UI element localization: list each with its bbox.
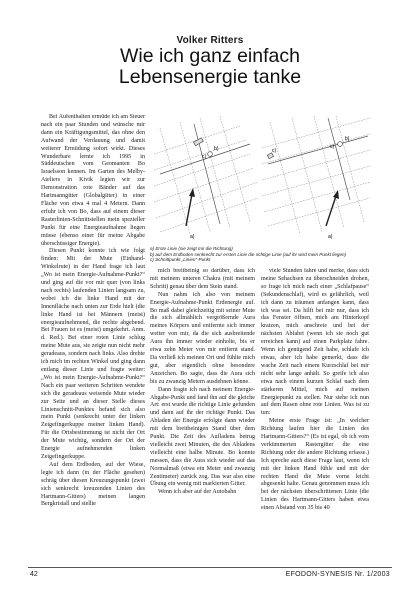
crystal-marker [194,138,204,146]
paragraph: Auf dem Erdboden, auf der Wiese, legte ich dann (in der Fläche gesehen) schräg über diesen Kreuzungspunkt (zwei sich senkrecht kreuzenden Linien des Hartmann-Gitters) meinen langen Bergkristall und stellte [41,461,145,508]
title-line-1: Wie ich ganz einfach [120,45,300,67]
body-column-1 [41,114,145,562]
title-line-2: Lebensenergie tanke [118,66,302,88]
journal-name: EFODON-SYNESIS Nr. 1/2003 [285,571,390,578]
paragraph: Meine erste Frage ist: „In welcher Richtung laufen hier die Linien des Hartmann-Gitters?“ (Es ist egal, ob ich vom verkümmerten Rastergitter die eine Richtung oder die andere Richtung erfasse.) Ich spreche auch diese Frage laut, wenn ich mit der linken Hand fühle und mit der rechten Hand die Mute vorne leicht abgesenkt halte. Genau genommen muss ich bei der nächsten überschrittenen Linie (die Linien des Hartmann-Gitters haben etwa einen Abstand von 35 bis 40 [261,418,369,512]
paragraph: Nun nahm ich also von meinem Energie-Aufnahme-Punkt Erdenergie auf. Bo maß dabei gleichzeitig mit seiner Mute die sich allmählich vergrößernde Aura meines Körpers und entfernte sich immer weiter von mir, da die sich ausbreitende Aura ihn immer wieder einholte, bis er etwa zehn Meter von mir entfernt stand. Da verließ ich meinen Ort und fühlte mich gut, aber eigentlich ohne besondere Anzeichen. Bo sagte, dass die Aura sich bis zu zwanzig Metern ausdehnen könne. [150,291,255,385]
paragraph: Diesen Punkt konnte ich wie folgt finden: Mit der Mute (Einhand-Winkelrute) in der Hand frage ich laut „Wo ist mein Energie-Aufnahme-Punkt?“ und ging auf die vor mir quer (von links nach rechts) laufenden Linien langsam zu, wobei ich die linke Hand mit der Innenfläche nach unten zur Erde hielt (die linke Hand ist bei Männern (meist) energieaufnehmend, die rechte abgebend. Bei Frauen ist es (meist) umgekehrt. Anm. d. Red.). Bei einer roten Linie schlug meine Mute aus, sie zeigte nun nicht mehr geradeaus, sondern nach links. Also drehte ich mich im rechten Winkel und ging dann entlang dieser Linie und fragte weiter: „Wo ist mein Energie-Aufnahme-Punkt?“ Nach ein paar weiteren Schritten wendete sich die geradeaus weisende Mute wieder zur Seite und an dieser Stelle dieses Linienschnitt-Punktes befand sich also mein Punkt (senkrecht unter der linken Zeigefingerkuppe meiner linken Hand). Für die Ortsbestimmung ist nicht der Ort der Mute wichtig, sondern der Ort der Energie aufnehmenden linken Zeigefingerkuppe. [41,248,145,460]
figure-caption [150,246,372,263]
intersection-point-left [208,152,213,157]
caption-line-c: c) Schnittpunkt „Linien“-Punkt [150,257,211,263]
left-grid [154,116,258,234]
page-number: 42 [30,571,38,578]
caption-line-b: b) auf dem Erdboden senkrecht zur ersten Linie die richtige Linie (auf ihr wird mein Punkt liegen) [150,251,347,257]
label-c-left: c) [202,154,207,160]
arrow-left-head [189,188,195,197]
author-name: Volker Ritters [176,35,244,46]
paragraph: Bei Aufenthalten ermüde ich am Steuer nach ein paar Stunden und wünsche mir dann ein Kräftigungsmittel, das ohne den Aufwand der Verdauung und damit weiterer Ermüdung sofort wirkt. Dieses Wunderbare lernte ich 1995 in Süddeutschen vom Geomanten Bo Israelsson kennen. Im Garten des Melby-Ateliers in Kivik legten wir zur Demonstration rote Bänder auf das Hartmanngitter (Globalgitter) in einer Fläche von etwa 4 mal 4 Metern. Dann erfuhr ich von Bo, dass auf einem dieser Rasterlinien-Schnittstellen mein spezieller Punkt für eine Energieaufnahme liegen müsse (ebenso einer für meine Abgabe überschüssiger Energie). [41,114,145,247]
intersection-point-right [338,142,343,147]
footer-divider [28,567,392,568]
paragraph: viele Stunden fahre und merke, dass sich meine Sehachsen zu überschneiden drohen, so frage ich mich nach einer „Schlafpause“ (Sekundenschlaf), wird es gefährlich, weil ich dann zu träumen anfangen kann, dass ich was sei. Da hilft bei mir nur, dass ich das Fenster öffnen, mich am Hinterkopf kratzen, mich anschreie und bei der nächsten Abfahrt (wenn ich sie noch gut erreichen kann) auf einen Parkplatz fahre. Wenn ich genügend Zeit habe, schlafe ich etwas, aber ich habe gemerkt, dass die wache Zeit nach einem Kurzschlaf bei mir nicht sehr lange anhält. So greife ich also etwa nach einem kurzen Schlaf nach dem stärkeren Mittel, mich auf meinen Energiepunkt zu stellen. Nur stehe ich nun auf dem Rasen ohne rote Linien. Was ist zu tun: [261,268,369,417]
label-a-right: a) [328,234,333,240]
right-grid [262,116,370,234]
label-c-right: c) [330,144,335,150]
body-column-3 [261,268,369,562]
figure-grid-diagram [150,114,372,244]
label-c-mid: c) [272,148,277,154]
label-a-left: a) [190,234,195,240]
paragraph: mich breitbeinig so darüber, dass ich mit meinem unteren Chakra (mit meinem Schritt) genau über dem Stein stand. [150,268,255,290]
article-title [0,46,420,88]
label-b-right: b) [345,136,350,142]
label-b-left: b) [214,146,219,152]
paragraph: Wenn ich aber auf der Autobahn [158,489,237,496]
arrow-right-head [333,190,339,199]
paragraph: Dann fragte ich nach meinem Energie-Abgabe-Punkt und fand ihn auf die gleiche Art: erst wurde die richtige Linie gefunden und dann auf ihr der richtige Punkt. Das Abladen der Energie erfolgte dann wieder mit dem breitbeinigen Stand über dem Punkt. Die Zeit des Aufladens betrug vielleicht zwei Minuten, die des Abladens vielleicht eine halbe Minute. Bo konnte messen, dass die Aura sich wieder auf das Normalmaß (etwa ein Meter und zwanzig Zentimeter) zurück zog. Das war also eine Übung ein wenig mit markierten Gitter. [150,386,255,488]
arrow-right [326,196,336,226]
body-column-2 [150,268,255,562]
caption-line-a: a) Erste Linie (sie zeigt mir die Richtung) [150,246,233,251]
